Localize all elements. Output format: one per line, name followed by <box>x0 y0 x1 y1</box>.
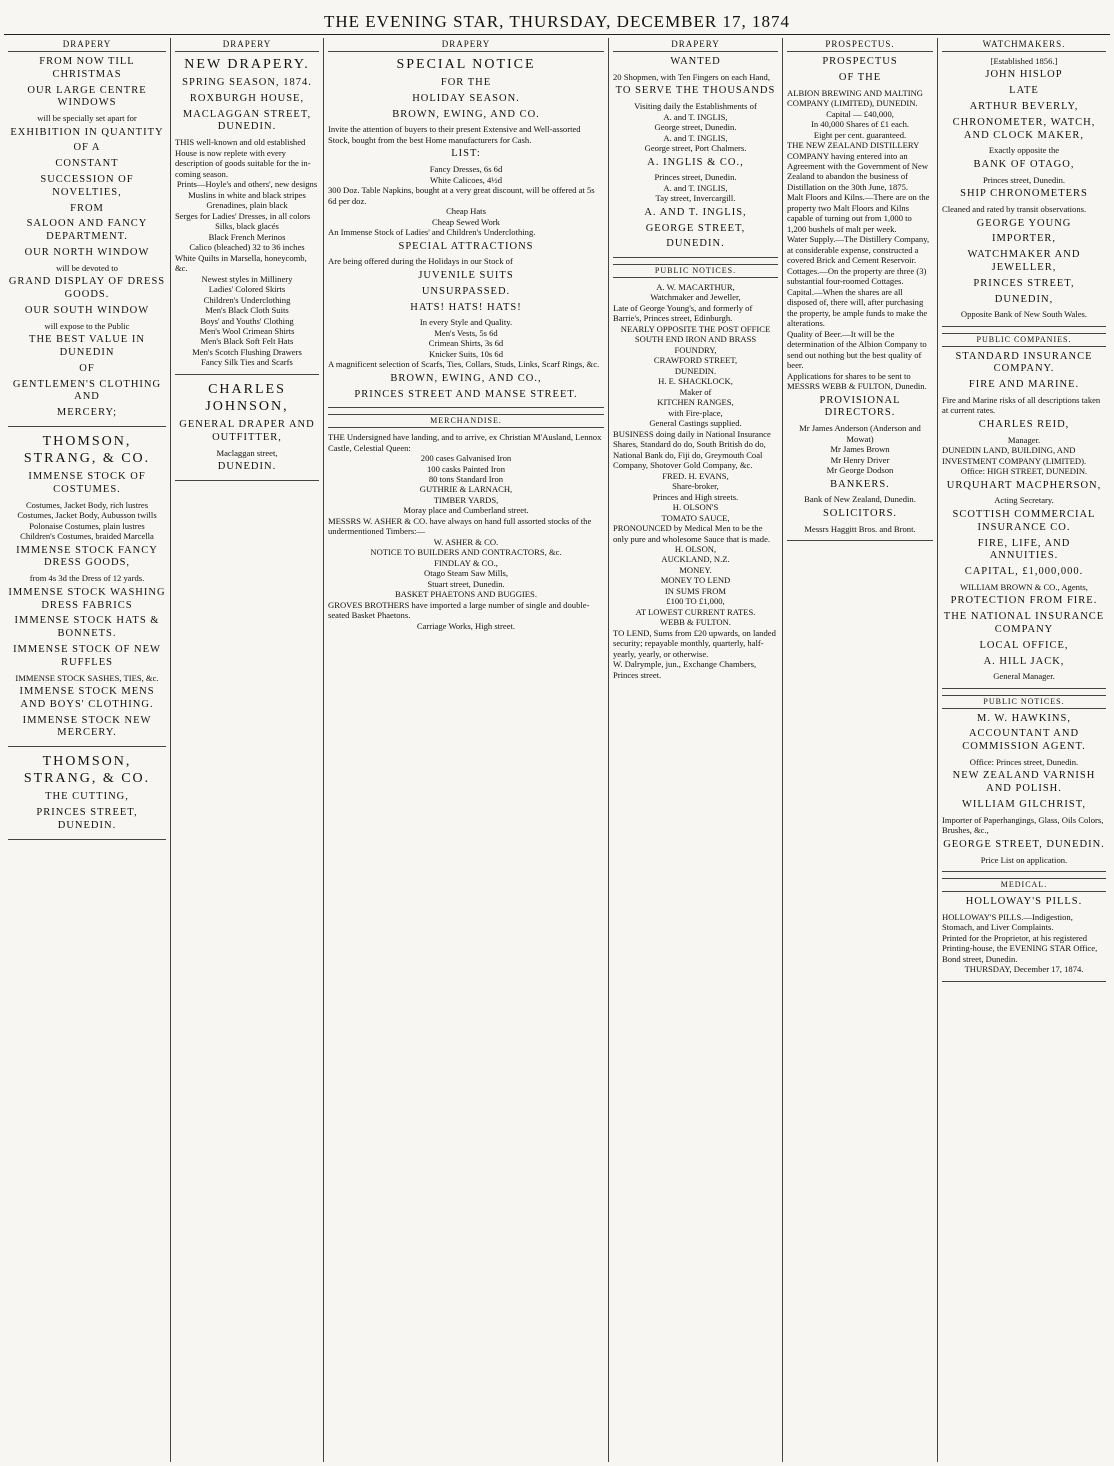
advertisement-text: Moray place and Cumberland street. <box>403 505 529 516</box>
advertisement-text: will be specially set apart for <box>37 113 137 124</box>
advertisement-text: JOHN HISLOP <box>985 69 1063 81</box>
section-heading: MERCHANDISE. <box>328 414 604 428</box>
column-heading: WATCHMAKERS. <box>942 38 1106 52</box>
advertisement-text: GUTHRIE & LARNACH, <box>419 484 513 495</box>
advertisement-text: CHRONOMETER, WATCH, AND CLOCK MAKER, <box>952 116 1096 141</box>
advertisement-text: SPECIAL ATTRACTIONS <box>398 240 534 252</box>
divider <box>942 981 1106 982</box>
advertisement-text: Opposite Bank of New South Wales. <box>960 309 1088 320</box>
advertisement-text: OUR LARGE CENTRE WINDOWS <box>27 84 147 109</box>
advertisement-text: White Calicoes, 4½d <box>429 174 503 185</box>
advertisement <box>613 56 778 251</box>
divider <box>942 326 1106 327</box>
advertisement-text: PROSPECTUS <box>822 56 898 67</box>
advertisement-text: IMMENSE STOCK WASHING DRESS FABRICS <box>8 586 166 611</box>
advertisement-text: A. AND T. INGLIS, <box>644 206 747 218</box>
advertisement-text: Water Supply.—The Distillery Company, at considerable expense, constructed a covered Brick and Cement Reservoir. <box>787 234 930 266</box>
advertisement-text: Mr James Anderson (Anderson and Mowat) <box>799 423 921 444</box>
advertisement-text: PROVISIONAL DIRECTORS. <box>819 394 901 419</box>
divider <box>787 540 933 541</box>
divider <box>328 407 604 408</box>
advertisement-text: OUR SOUTH WINDOW <box>24 304 150 316</box>
advertisement-title: THOMSON, STRANG, & CO. <box>23 754 151 787</box>
advertisement-text: PRINCES STREET, <box>973 277 1075 289</box>
advertisement-text: MACLAGGAN STREET, DUNEDIN. <box>182 108 312 133</box>
advertisement-text: ROXBURGH HOUSE, <box>189 92 305 104</box>
advertisement-text: Newest styles in Millinery <box>201 273 293 284</box>
advertisement-text: TIMBER YARDS, <box>433 494 499 505</box>
advertisement-text: Messrs Haggitt Bros. and Bront. <box>804 523 916 534</box>
advertisement-text: HOLLOWAY'S PILLS.—Indigestion, Stomach, and Liver Complaints. <box>942 911 1073 933</box>
advertisement-text: ALBION BREWING AND MALTING COMPANY (LIMITED), DUNEDIN. <box>787 87 923 109</box>
advertisement-text: Fancy Silk Ties and Scarfs <box>201 357 293 368</box>
advertisement-text: H. OLSON'S <box>672 502 719 513</box>
advertisement-text: Office: Princes street, Dunedin. <box>969 756 1079 767</box>
advertisement-text: A magnificent selection of Scarfs, Ties, Collars, Studs, Links, Scarf Rings, &c. <box>328 359 600 370</box>
lower-section <box>328 414 604 631</box>
advertisement-text: Fancy Dresses, 6s 6d <box>429 164 503 175</box>
advertisement-text: AT LOWEST CURRENT RATES. <box>635 606 756 617</box>
advertisement-text: Maker of <box>679 386 712 397</box>
advertisement-text: George street, Port Chalmers. <box>644 143 747 154</box>
advertisement-text: Malt Floors and Kilns.—There are on the property two Malt Floors and Kilns capable of turning out from 1,000 to 1,200 bushels of malt per week. <box>787 192 930 234</box>
column-drapery-1 <box>4 38 171 1462</box>
advertisement-text: Tay street, Invercargill. <box>655 193 736 204</box>
advertisement-text: Stuart street, Dunedin. <box>427 578 505 589</box>
advertisement-text: DUNEDIN. <box>674 365 717 376</box>
advertisement-text: Crimean Shirts, 3s 6d <box>428 338 504 349</box>
advertisement-text: DUNEDIN LAND, BUILDING, AND INVESTMENT COMPANY (LIMITED). <box>942 445 1087 466</box>
advertisement-text: SOUTH END IRON AND BRASS FOUNDRY, <box>634 334 757 355</box>
advertisement-text: £100 TO £1,000, <box>666 596 725 607</box>
advertisement-text: BROWN, EWING, AND CO., <box>390 372 542 384</box>
advertisement-text: SOLICITORS. <box>822 507 898 519</box>
advertisement-text: IMMENSE STOCK FANCY DRESS GOODS, <box>16 544 158 569</box>
advertisement-text: OF THE <box>838 71 882 83</box>
advertisement-text: A. HILL JACK, <box>983 655 1065 667</box>
advertisement <box>787 56 933 534</box>
advertisement <box>942 333 1106 682</box>
advertisement-text: Men's Wool Crimean Shirts <box>199 325 295 336</box>
advertisement-text: General Castings supplied. <box>649 418 742 429</box>
advertisement-text: FOR THE <box>440 77 492 89</box>
advertisement-text: PRINCES STREET, DUNEDIN. <box>36 807 138 831</box>
advertisement-text: THE Undersigned have landing, and to arrive, ex Christian M'Ausland, Lennox Castle, Celestial Queen: <box>328 432 602 453</box>
advertisement-text: HOLIDAY SEASON. <box>412 92 520 104</box>
section-heading: PUBLIC NOTICES. <box>942 695 1106 709</box>
advertisement-text: Serges for Ladies' Dresses, in all colors <box>175 210 311 221</box>
advertisement-text: Office: HIGH STREET, DUNEDIN. <box>960 466 1088 477</box>
advertisement-text: Capital.—When the shares are all disposed of, there will, after purchasing the property, be ample funds to make the alterations. <box>787 286 928 329</box>
advertisement-text: NEW ZEALAND VARNISH AND POLISH. <box>952 770 1096 795</box>
advertisement-text: Printed for the Proprietor, at his registered Printing-house, the EVENING STAR Office, Bond street, Dunedin. <box>942 932 1098 964</box>
advertisement-text: H. E. SHACKLOCK, <box>658 376 733 387</box>
advertisement-text: FROM <box>70 202 104 214</box>
advertisement-text: Visiting daily the Establishments of <box>634 101 757 112</box>
advertisement-text: STANDARD INSURANCE COMPANY. <box>955 350 1093 375</box>
advertisement-text: PRINCES STREET AND MANSE STREET. <box>354 388 578 400</box>
advertisement-text: George street, Dunedin. <box>654 122 737 133</box>
advertisement-text: Cleaned and rated by transit observations. <box>942 204 1087 215</box>
advertisement-text: Cottages.—On the property are three (3) substantial four-roomed Cottages. <box>787 265 927 287</box>
advertisement-text: Ladies' Colored Skirts <box>208 284 286 295</box>
advertisement-text: WILLIAM BROWN & CO., Agents, <box>960 581 1088 592</box>
advertisement-text: ARTHUR BEVERLY, <box>969 101 1079 113</box>
advertisement-text: A. INGLIS & CO., <box>647 156 744 168</box>
advertisement-text: FIRE, LIFE, AND ANNUITIES. <box>977 537 1071 562</box>
column-drapery-3 <box>324 38 609 1462</box>
column-heading: DRAPERY <box>328 38 604 52</box>
advertisement-text: Men's Black Cloth Suits <box>205 305 289 316</box>
advertisement-text: General Manager. <box>993 671 1055 682</box>
divider <box>942 688 1106 689</box>
advertisement-text: LIST: <box>451 148 481 160</box>
advertisement-text: Prints—Hoyle's and others', new designs <box>176 179 318 190</box>
advertisement-text: Fire and Marine risks of all descriptions taken at current rates. <box>942 394 1101 416</box>
column-heading: DRAPERY <box>175 38 319 52</box>
advertisement-text: Men's Scotch Flushing Drawers <box>192 346 302 357</box>
advertisement <box>942 695 1106 865</box>
advertisement-text: Men's Black Soft Felt Hats <box>200 336 294 347</box>
advertisement-text: W. Dalrymple, jun., Exchange Chambers, Princes street. <box>613 659 757 680</box>
advertisement-text: Grenadines, plain black <box>206 200 288 211</box>
column-heading: DRAPERY <box>613 38 778 52</box>
advertisement-text: LATE <box>1009 85 1039 97</box>
section-heading: PUBLIC COMPANIES. <box>942 333 1106 347</box>
advertisement-text: IMPORTER, <box>991 233 1057 245</box>
advertisement-text: FROM NOW TILL CHRISTMAS <box>39 56 135 80</box>
divider <box>8 426 166 427</box>
advertisement-text: Manager. <box>1007 434 1041 445</box>
advertisement-text: BANK OF OTAGO, <box>973 158 1075 170</box>
divider <box>175 480 319 481</box>
advertisement-text: W. ASHER & CO. <box>433 536 499 547</box>
advertisement-text: THE NEW ZEALAND DISTILLERY COMPANY having entered into an Agreement with the Government of New Zealand to abandon the business of Distillation on the 30th June, 1875. <box>787 140 929 192</box>
advertisement-text: OF <box>79 362 95 374</box>
advertisement-text: FIRE AND MARINE. <box>968 379 1080 391</box>
advertisement-text: Cheap Sewed Work <box>432 216 500 227</box>
advertisement-text: Mr George Dodson <box>826 465 894 476</box>
advertisement-text: OF A <box>73 142 101 154</box>
advertisement-text: Otago Steam Saw Mills, <box>423 568 509 579</box>
advertisement-text: Princes and High streets. <box>652 491 739 502</box>
advertisement-text: SHIP CHRONOMETERS <box>960 188 1088 200</box>
advertisement <box>942 56 1106 320</box>
divider <box>8 839 166 840</box>
advertisement-text: HOLLOWAY'S PILLS. <box>965 895 1083 907</box>
advertisement-text: Knicker Suits, 10s 6d <box>429 348 503 359</box>
advertisement-text: BASKET PHAETONS AND BUGGIES. <box>395 589 537 600</box>
advertisement-text: GROVES BROTHERS have imported a large number of single and double-seated Basket Phaetons. <box>328 599 590 621</box>
advertisement-text: IMMENSE STOCK OF NEW RUFFLES <box>13 643 161 668</box>
advertisement-text: HATS! HATS! HATS! <box>410 301 522 313</box>
advertisement-text: THE BEST VALUE IN DUNEDIN <box>29 334 145 358</box>
advertisement-text: EXHIBITION IN QUANTITY <box>10 126 164 138</box>
advertisement-text: Bank of New Zealand, Dunedin. <box>804 494 916 505</box>
advertisement-text: Exactly opposite the <box>988 145 1060 156</box>
advertisement-text: Watchmaker and Jeweller, <box>650 292 741 303</box>
advertisement-text: THE CUTTING, <box>45 791 129 803</box>
advertisement-text: from 4s 3d the Dress of 12 yards. <box>29 573 145 584</box>
advertisement-text: 20 Shopmen, with Ten Fingers on each Hand, <box>613 71 771 82</box>
advertisement-text: SUCCESSION OF NOVELTIES, <box>40 174 134 198</box>
column-heading: DRAPERY <box>8 38 166 52</box>
advertisement-text: MERCERY; <box>56 407 118 419</box>
advertisement-text: A. and T. INGLIS, <box>663 132 728 143</box>
advertisement-text: TO SERVE THE THOUSANDS <box>615 85 776 97</box>
advertisement-text: DUNEDIN. <box>666 238 725 250</box>
advertisement-text: FRED. H. EVANS, <box>662 470 729 481</box>
advertisement-text: Muslins in white and black stripes <box>188 189 306 200</box>
advertisement <box>8 56 166 420</box>
advertisement-text: In every Style and Quality. <box>419 317 513 328</box>
advertisement-text: KITCHEN RANGES, <box>657 397 734 408</box>
lower-section <box>613 264 778 680</box>
advertisement-text: FINDLAY & CO., <box>434 557 498 568</box>
advertisement-text: AUCKLAND, N.Z. <box>661 554 730 565</box>
advertisement-text: Princes street, Dunedin. <box>982 174 1066 185</box>
advertisement-text: NEARLY OPPOSITE THE POST OFFICE <box>620 323 771 334</box>
advertisement-text: Acting Secretary. <box>994 495 1054 506</box>
advertisement-text: Polonaise Costumes, plain lustres <box>29 520 145 531</box>
advertisement-text: MESSRS W. ASHER & CO. have always on hand full assorted stocks of the undermentioned Timbers:— <box>328 515 592 537</box>
advertisement-text: A. and T. INGLIS, <box>663 111 728 122</box>
advertisement-text: SCOTTISH COMMERCIAL INSURANCE CO. <box>952 508 1096 533</box>
advertisement-text: BUSINESS doing daily in National Insurance Shares, Standard do do, South British do do, National Bank do, Fiji do, Greymouth Coal Company, Shotover Gold Company, &c. <box>613 428 771 471</box>
advertisement-text: MONEY. <box>679 564 712 575</box>
advertisement-text: Mr Henry Driver <box>830 454 890 465</box>
advertisement-text: THURSDAY, December 17, 1874. <box>964 964 1084 975</box>
advertisement-text: CRAWFORD STREET, <box>653 355 738 366</box>
advertisement-text: IMMENSE STOCK SASHES, TIES, &c. <box>15 672 159 683</box>
advertisement-text: TOMATO SAUCE, <box>661 512 730 523</box>
advertisement-text: Eight per cent. guaranteed. <box>813 129 907 140</box>
advertisement-text: 100 casks Painted Iron <box>426 463 506 474</box>
page-columns <box>4 38 1110 1462</box>
advertisement-text: GEORGE STREET, <box>645 222 746 234</box>
advertisement-text: TO LEND, Sums from £20 upwards, on landed security; repayable monthly, quarterly, half-yearly, yearly, or otherwise. <box>613 627 776 659</box>
advertisement-text: IMMENSE STOCK HATS & BONNETS. <box>14 615 160 640</box>
advertisement-text: H. OLSON, <box>674 544 717 554</box>
advertisement-text: IMMENSE STOCK MENS AND BOYS' CLOTHING. <box>19 686 155 710</box>
advertisement-text: will expose to the Public <box>44 320 130 331</box>
advertisement-text: LOCAL OFFICE, <box>979 639 1069 651</box>
divider <box>8 746 166 747</box>
advertisement-text: BANKERS. <box>830 478 890 490</box>
advertisement-text: THIS well-known and old established House is now replete with every description of goods suitable for the in-coming season. <box>175 137 311 179</box>
advertisement-text: 300 Doz. Table Napkins, bought at a very great discount, will be offered at 5s 6d per doz. <box>328 185 595 206</box>
column-watchmakers <box>938 38 1110 1462</box>
advertisement-text: Black French Merinos <box>208 231 286 242</box>
column-drapery-4 <box>609 38 783 1462</box>
advertisement-text: DUNEDIN. <box>217 461 277 473</box>
advertisement-text: CAPITAL, £1,000,000. <box>964 566 1084 578</box>
advertisement-text: White Quilts in Marsella, honeycomb, &c. <box>175 252 307 274</box>
advertisement-text: Maclaggan street, <box>216 447 278 458</box>
advertisement-title: CHARLES JOHNSON, <box>205 381 289 414</box>
section-heading: PUBLIC NOTICES. <box>613 264 778 278</box>
advertisement-text: BROWN, EWING, AND CO. <box>392 108 540 120</box>
advertisement-text: WATCHMAKER AND JEWELLER, <box>967 249 1081 273</box>
advertisement-text: 80 tons Standard Iron <box>428 474 504 484</box>
divider <box>613 257 778 258</box>
advertisement-text: Cheap Hats <box>446 206 486 217</box>
advertisement-text: GEORGE YOUNG <box>976 217 1072 229</box>
advertisement-text: WEBB & FULTON. <box>660 617 731 628</box>
advertisement-text: GENTLEMEN'S CLOTHING AND <box>12 378 162 403</box>
advertisement-text: Capital — £40,000, <box>826 108 894 119</box>
advertisement-text: Boys' and Youths' Clothing <box>200 315 294 326</box>
advertisement-text: WANTED <box>670 56 721 67</box>
advertisement-text: IN SUMS FROM <box>664 585 727 596</box>
advertisement-text: MONEY TO LEND <box>660 575 731 586</box>
advertisement-text: Silks, black glacés <box>215 221 279 232</box>
advertisement-text: Costumes, Jacket Body, Aubusson twills <box>17 510 157 521</box>
advertisement-text: An Immense Stock of Ladies' and Children's Underclothing. <box>328 227 536 238</box>
advertisement-text: In 40,000 Shares of £1 each. <box>810 119 910 130</box>
column-drapery-2 <box>171 38 324 1462</box>
advertisement-text: Mr James Brown <box>830 444 890 455</box>
advertisement <box>942 878 1106 974</box>
section-heading: MEDICAL. <box>942 878 1106 892</box>
advertisement-text: OUR NORTH WINDOW <box>24 247 150 259</box>
advertisement-text: Men's Vests, 5s 6d <box>434 327 498 338</box>
advertisement-text: PRONOUNCED by Medical Men to be the only pure and wholesome Sauce that is made. <box>613 523 771 544</box>
advertisement-text: Applications for shares to be sent to MESSRS WEBB & FULTON, Dunedin. <box>787 370 927 392</box>
advertisement <box>175 56 319 368</box>
masthead <box>0 0 1114 34</box>
advertisement-text: Are being offered during the Holidays in our Stock of <box>328 256 513 267</box>
advertisement-text: [Established 1856.] <box>990 56 1058 66</box>
column-prospectus <box>783 38 938 1462</box>
advertisement-text: IMMENSE STOCK OF COSTUMES. <box>28 471 146 495</box>
advertisement-text: URQUHART MACPHERSON, <box>946 479 1102 491</box>
advertisement <box>328 56 604 401</box>
advertisement <box>8 753 166 833</box>
advertisement-text: M. W. HAWKINS, <box>977 712 1071 724</box>
advertisement-text: A. W. MACARTHUR, <box>656 281 735 292</box>
advertisement <box>8 433 166 740</box>
advertisement-title: NEW DRAPERY. <box>184 57 310 72</box>
advertisement-text: GEORGE STREET, DUNEDIN. <box>943 838 1105 850</box>
advertisement-text: Share-broker, <box>672 481 719 492</box>
advertisement-text: SPRING SEASON, 1874. <box>182 77 312 89</box>
advertisement-text: GENERAL DRAPER AND OUTFITTER, <box>179 419 315 443</box>
advertisement-title: THOMSON, STRANG, & CO. <box>23 433 151 467</box>
advertisement-text: DUNEDIN, <box>994 293 1054 305</box>
advertisement-text: Children's Underclothing <box>203 294 291 305</box>
advertisement-text: JUVENILE SUITS <box>418 269 514 281</box>
advertisement-text: WILLIAM GILCHRIST, <box>962 799 1086 811</box>
advertisement-text: SALOON AND FANCY DEPARTMENT. <box>26 218 148 243</box>
advertisement-text: Price List on application. <box>980 854 1068 865</box>
advertisement-text: NOTICE TO BUILDERS AND CONTRACTORS, &c. <box>370 547 562 558</box>
advertisement-text: IMMENSE STOCK NEW MERCERY. <box>22 714 152 739</box>
divider <box>175 374 319 375</box>
advertisement-text: Children's Costumes, braided Marcella <box>20 531 154 542</box>
advertisement-text: THE NATIONAL INSURANCE COMPANY <box>943 611 1105 635</box>
advertisement-title: SPECIAL NOTICE <box>396 57 536 72</box>
advertisement-text: Invite the attention of buyers to their present Extensive and Well-assorted Stock, bought from the best Home manufacturers for Cash. <box>328 124 581 145</box>
advertisement-text: PROTECTION FROM FIRE. <box>950 595 1098 607</box>
masthead-rule <box>4 34 1110 35</box>
advertisement-text: 200 cases Galvanised Iron <box>420 453 512 464</box>
advertisement-text: will be devoted to <box>56 262 118 273</box>
advertisement-text: Costumes, Jacket Body, rich lustres <box>25 499 149 510</box>
advertisement-text: GRAND DISPLAY OF DRESS GOODS. <box>8 276 166 301</box>
advertisement-text: Importer of Paperhangings, Glass, Oils Colors, Brushes, &c., <box>942 814 1104 836</box>
advertisement <box>175 381 319 474</box>
advertisement-text: ACCOUNTANT AND COMMISSION AGENT. <box>962 728 1086 753</box>
advertisement-text: A. and T. INGLIS, <box>663 182 728 193</box>
advertisement-text: UNSURPASSED. <box>421 285 511 297</box>
advertisement-text: Carriage Works, High street. <box>416 620 516 631</box>
advertisement-text: Princes street, Dunedin. <box>654 172 737 183</box>
advertisement-text: CONSTANT <box>55 158 119 170</box>
column-heading: PROSPECTUS. <box>787 38 933 52</box>
newspaper-title: THE EVENING STAR, THURSDAY, DECEMBER 17, 1874 <box>324 12 790 31</box>
divider <box>942 871 1106 872</box>
advertisement-text: CHARLES REID, <box>978 418 1070 430</box>
advertisement-text: Late of George Young's, and formerly of Barrie's, Princes street, Edinburgh. <box>613 302 753 324</box>
advertisement-text: Calico (bleached) 32 to 36 inches <box>189 242 305 253</box>
advertisement-text: with Fire-place, <box>668 407 723 418</box>
advertisement-text: Quality of Beer.—It will be the determination of the Albion Company to send out nothing but the best quality of beer. <box>787 328 927 371</box>
